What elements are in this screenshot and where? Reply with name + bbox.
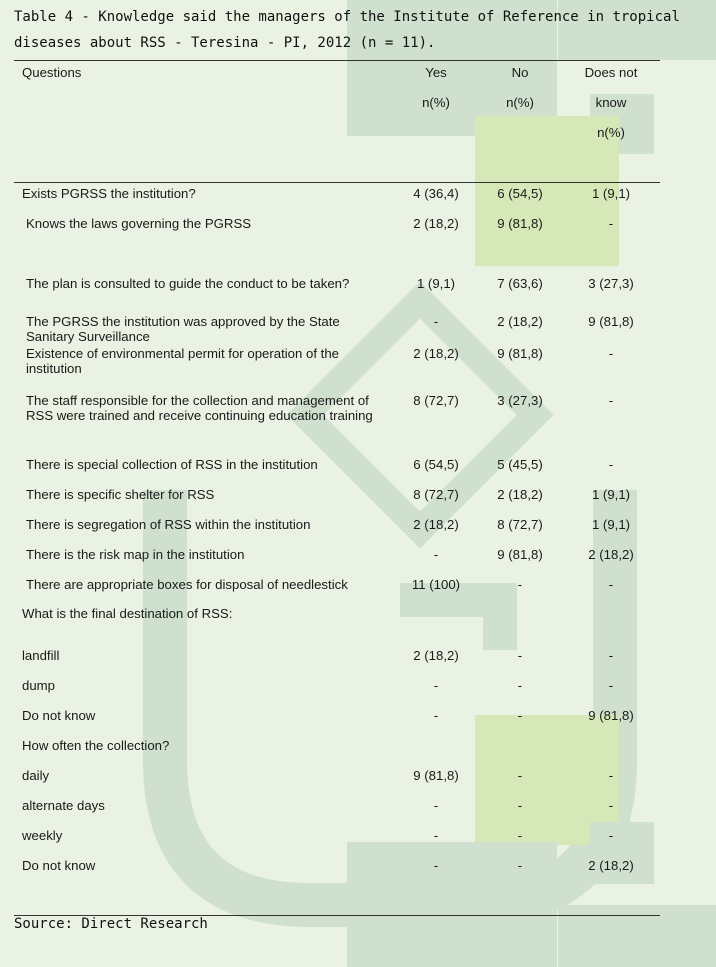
row-question: Do not know	[22, 708, 96, 723]
source-note: Source: Direct Research	[14, 916, 208, 932]
row-question: alternate days	[22, 798, 105, 813]
row-question: Knows the laws governing the PGRSS	[26, 216, 252, 231]
row-question: landfill	[22, 648, 60, 663]
row-question: How often the collection?	[22, 738, 170, 753]
row-value-dk: 9 (81,8)	[588, 708, 634, 723]
row-value-yes: 11 (100)	[411, 577, 461, 592]
row-value-no: -	[517, 768, 523, 783]
row-question: What is the final destination of RSS:	[22, 606, 233, 621]
row-value-yes: -	[433, 678, 439, 693]
row-value-yes: 2 (18,2)	[413, 517, 459, 532]
row-value-yes: 2 (18,2)	[413, 346, 459, 361]
header-questions: Questions	[22, 65, 82, 80]
row-question: There is specific shelter for RSS	[26, 487, 215, 502]
row-value-no: 9 (81,8)	[497, 346, 543, 361]
row-value-dk: -	[608, 346, 614, 361]
row-value-no: 7 (63,6)	[497, 276, 543, 291]
row-value-yes: 9 (81,8)	[413, 768, 459, 783]
row-value-no: -	[517, 708, 523, 723]
header-yes	[396, 58, 476, 118]
row-question: There is segregation of RSS within the institution	[26, 517, 311, 532]
row-value-dk: -	[608, 457, 614, 472]
row-value-dk: 1 (9,1)	[591, 487, 631, 502]
row-value-dk: -	[608, 393, 614, 408]
row-question: The PGRSS the institution was approved by the State Sanitary Surveillance	[26, 314, 340, 344]
row-value-no: 8 (72,7)	[497, 517, 543, 532]
row-value-no: 3 (27,3)	[497, 393, 543, 408]
row-value-no: 9 (81,8)	[497, 547, 543, 562]
row-question: daily	[22, 768, 50, 783]
row-question: dump	[22, 678, 55, 693]
header-yes-line2: n(%)	[422, 95, 450, 110]
row-question: weekly	[22, 828, 63, 843]
row-value-no: -	[517, 828, 523, 843]
row-value-yes: -	[433, 314, 439, 329]
row-question: There is the risk map in the institution	[26, 547, 245, 562]
row-value-dk: -	[608, 678, 614, 693]
row-value-dk: 1 (9,1)	[591, 517, 631, 532]
row-value-dk: -	[608, 648, 614, 663]
row-value-yes: -	[433, 858, 439, 873]
row-value-dk: -	[608, 828, 614, 843]
row-value-no: 5 (45,5)	[497, 457, 543, 472]
row-value-yes: 8 (72,7)	[413, 393, 459, 408]
header-dk-line2: know	[595, 95, 627, 110]
header-dk-line1: Does not	[584, 65, 638, 80]
header-no-line1: No	[511, 65, 529, 80]
row-value-no: -	[517, 858, 523, 873]
row-value-yes: -	[433, 547, 439, 562]
row-value-yes: 1 (9,1)	[416, 276, 456, 291]
row-value-yes: 8 (72,7)	[413, 487, 459, 502]
header-yes-line1: Yes	[425, 65, 447, 80]
row-value-dk: -	[608, 216, 614, 231]
row-value-dk: 1 (9,1)	[591, 186, 631, 201]
header-no-line2: n(%)	[506, 95, 534, 110]
row-question: Existence of environmental permit for operation of the institution	[26, 346, 340, 376]
row-value-dk: 2 (18,2)	[588, 858, 634, 873]
row-question: Do not know	[22, 858, 96, 873]
row-value-no: 2 (18,2)	[497, 314, 543, 329]
row-value-dk: -	[608, 798, 614, 813]
row-question: Exists PGRSS the institution?	[22, 186, 196, 201]
row-value-dk: 3 (27,3)	[588, 276, 634, 291]
row-question: There is special collection of RSS in the institution	[26, 457, 318, 472]
header-dk-line3: n(%)	[597, 125, 625, 140]
row-value-no: -	[517, 798, 523, 813]
row-value-yes: -	[433, 708, 439, 723]
row-value-no: 6 (54,5)	[497, 186, 543, 201]
row-value-yes: 6 (54,5)	[413, 457, 459, 472]
row-value-yes: 2 (18,2)	[413, 648, 459, 663]
row-value-yes: -	[433, 798, 439, 813]
row-value-dk: 9 (81,8)	[588, 314, 634, 329]
row-value-no: 2 (18,2)	[497, 487, 543, 502]
row-value-yes: 4 (36,4)	[413, 186, 459, 201]
header-does-not-know	[566, 58, 656, 148]
row-value-no: -	[517, 648, 523, 663]
header-bottom-rule	[14, 182, 660, 183]
row-value-no: -	[517, 678, 523, 693]
row-value-dk: 2 (18,2)	[588, 547, 634, 562]
row-question: There are appropriate boxes for disposal of needlestick	[26, 577, 348, 592]
row-value-dk: -	[608, 768, 614, 783]
header-no	[480, 58, 560, 118]
row-question: The plan is consulted to guide the conduct to be taken?	[26, 276, 350, 291]
table-caption: Table 4 - Knowledge said the managers of the Institute of Reference in tropical diseases about RSS - Teresina - PI, 2012 (n = 11).	[14, 9, 680, 51]
row-value-dk: -	[608, 577, 614, 592]
row-value-no: -	[517, 577, 523, 592]
row-question: The staff responsible for the collection and management of RSS were trained and receive continuing education training	[26, 393, 373, 423]
row-value-yes: -	[433, 828, 439, 843]
row-value-yes: 2 (18,2)	[413, 216, 459, 231]
row-value-no: 9 (81,8)	[497, 216, 543, 231]
